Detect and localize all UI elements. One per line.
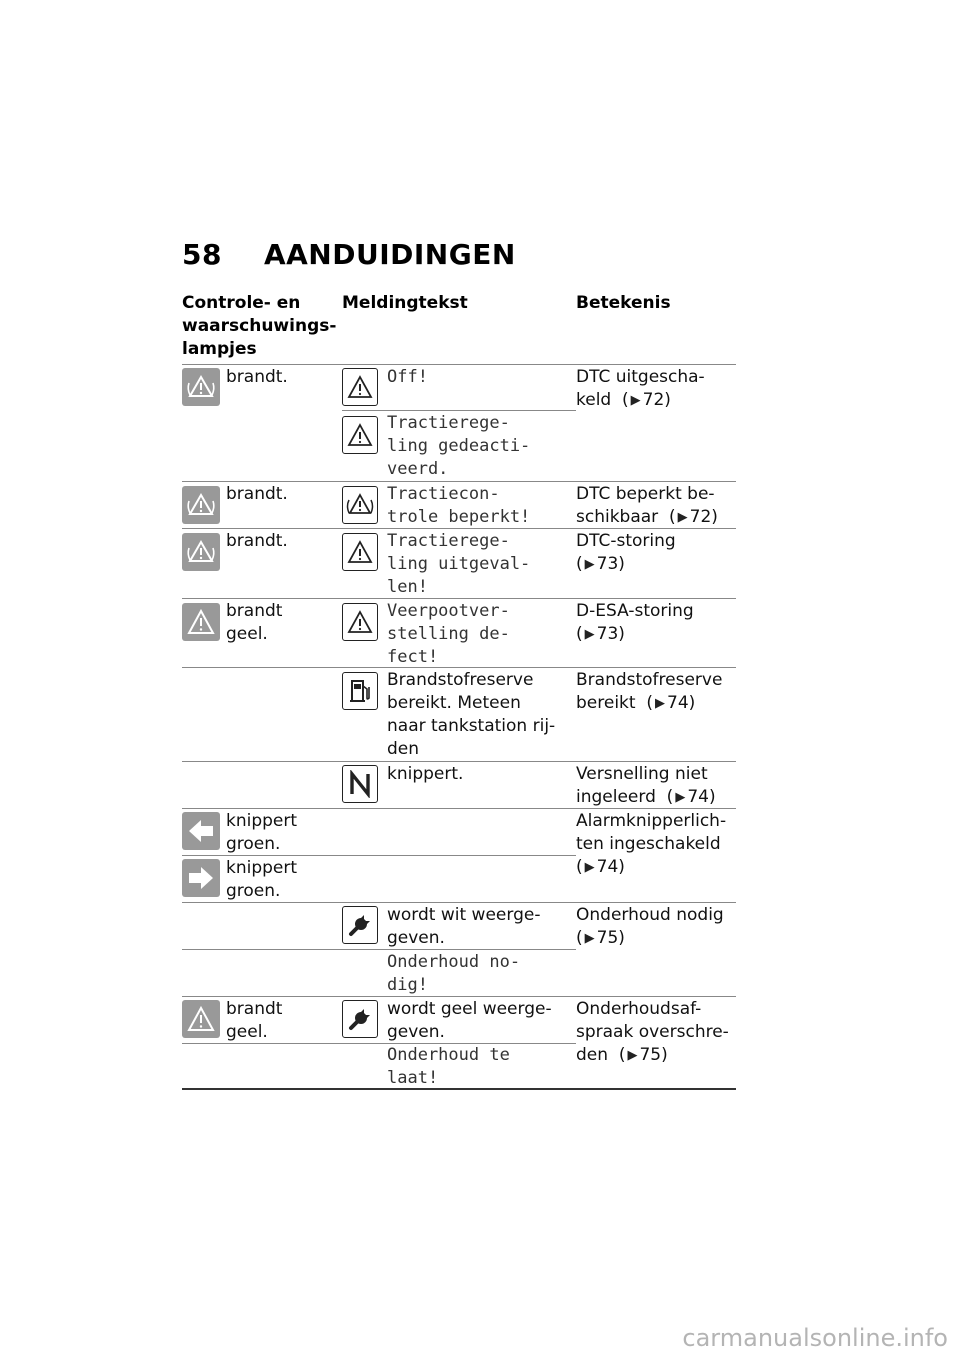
page-title: AANDUIDINGEN	[263, 238, 516, 271]
page-reference-arrow-icon: ▶	[584, 627, 595, 642]
meaning-text	[576, 483, 718, 529]
message-text	[387, 530, 530, 599]
meaning-line: DTC beperkt be-	[576, 484, 715, 504]
message-line: ling gedeacti-	[387, 436, 531, 456]
lamp-status-line: groen.	[226, 881, 281, 901]
lamp-status: brandt.	[226, 367, 288, 387]
meaning-line: spraak overschre-	[576, 1022, 729, 1042]
message-line: Tractiecon-	[387, 484, 500, 504]
page-reference-arrow-icon: ▶	[655, 696, 666, 711]
page-reference[interactable]: 73)	[596, 624, 625, 644]
meaning-text	[576, 600, 694, 646]
page-header	[182, 238, 516, 271]
traction-control-icon	[182, 486, 220, 524]
meaning-line: schikbaar ( ▶ 72)	[576, 507, 718, 527]
turn-left-arrow-icon	[182, 812, 220, 850]
message-text	[387, 998, 552, 1044]
message-line: wordt wit weerge-	[387, 905, 541, 925]
column-header-message: Meldingtekst	[342, 293, 468, 313]
page-reference[interactable]: 74)	[596, 857, 625, 877]
meaning-line: Versnelling niet	[576, 764, 708, 784]
message-text	[387, 669, 555, 761]
meaning-line: ingeleerd ( ▶ 74)	[576, 787, 716, 807]
traction-control-icon	[342, 486, 378, 524]
page-reference-arrow-icon: ▶	[584, 860, 595, 875]
meaning-line: ( ▶ 73)	[576, 624, 625, 644]
meaning-text	[576, 998, 729, 1067]
lamp-status-line: brandt	[226, 601, 283, 621]
message-line: Brandstofreserve	[387, 670, 534, 690]
message-line: Veerpootver-	[387, 601, 510, 621]
message-text	[387, 483, 530, 529]
meaning-line: den ( ▶ 75)	[576, 1045, 668, 1065]
page-reference[interactable]: 73)	[596, 554, 625, 574]
message-line: Onderhoud no-	[387, 952, 521, 972]
lamp-status-line: knippert	[226, 858, 298, 878]
neutral-n-icon	[342, 765, 378, 803]
meaning-line: Brandstofreserve	[576, 670, 723, 690]
traction-control-icon	[182, 368, 220, 406]
message-line: dig!	[387, 975, 428, 995]
meaning-line: Onderhoud nodig	[576, 905, 724, 925]
message-line: fect!	[387, 647, 439, 667]
meaning-line: ( ▶ 74)	[576, 857, 625, 877]
row-divider	[182, 761, 736, 762]
meaning-text	[576, 763, 716, 809]
lamp-status-line: brandt	[226, 999, 283, 1019]
message-text	[387, 412, 530, 481]
page-reference-arrow-icon: ▶	[677, 510, 688, 525]
warning-triangle-icon	[182, 1000, 220, 1038]
row-divider	[342, 410, 576, 411]
page-reference-arrow-icon: ▶	[630, 393, 641, 408]
page-reference[interactable]: 72)	[689, 507, 718, 527]
meaning-line: DTC uitgescha-	[576, 367, 705, 387]
warning-triangle-icon	[342, 603, 378, 641]
page-reference[interactable]: 74)	[687, 787, 716, 807]
meaning-line: D-ESA-storing	[576, 601, 694, 621]
meaning-line: Alarmknipperlich-	[576, 811, 727, 831]
message-text	[387, 600, 510, 669]
lamp-status	[226, 810, 297, 856]
meaning-text	[576, 366, 705, 412]
meaning-line: ( ▶ 73)	[576, 554, 625, 574]
meaning-line: ten ingeschakeld	[576, 834, 721, 854]
message-line: geven.	[387, 1022, 445, 1042]
meaning-line-text: keld	[576, 390, 612, 410]
message-line: den	[387, 739, 420, 759]
lamp-status: brandt.	[226, 484, 288, 504]
traction-control-icon	[182, 533, 220, 571]
meaning-line-text: den	[576, 1045, 609, 1065]
lamp-status	[226, 857, 297, 903]
message-line: stelling de-	[387, 624, 510, 644]
column-header-lamps	[182, 292, 336, 361]
warning-triangle-icon	[342, 416, 378, 454]
warning-triangle-icon	[182, 603, 220, 641]
message-text: Off!	[387, 367, 428, 387]
message-text	[387, 951, 520, 997]
message-line: veerd.	[387, 459, 449, 479]
row-divider	[182, 481, 736, 482]
message-line: trole beperkt!	[387, 507, 531, 527]
column-header-meaning: Betekenis	[576, 293, 671, 313]
page-reference[interactable]: 74)	[667, 693, 696, 713]
row-divider	[182, 364, 736, 365]
message-line: Tractierege-	[387, 531, 510, 551]
page-reference[interactable]: 72)	[642, 390, 671, 410]
warning-triangle-icon	[342, 533, 378, 571]
lamp-status-line: geel.	[226, 624, 268, 644]
message-line: laat!	[387, 1068, 439, 1088]
fuel-pump-icon	[342, 672, 378, 710]
meaning-line-text: schikbaar	[576, 507, 659, 527]
column-header-lamps-line: waarschuwings-	[182, 316, 337, 336]
lamp-status	[226, 600, 282, 646]
meaning-line: Onderhoudsaf-	[576, 999, 702, 1019]
meaning-line-text: ingeleerd	[576, 787, 656, 807]
meaning-line: DTC-storing	[576, 531, 676, 551]
page-reference-arrow-icon: ▶	[584, 557, 595, 572]
page-reference-arrow-icon: ▶	[584, 931, 595, 946]
meaning-text	[576, 669, 722, 715]
warning-triangle-icon	[342, 368, 378, 406]
column-header-lamps-line: Controle- en	[182, 293, 301, 313]
message-line: ling uitgeval-	[387, 554, 531, 574]
wrench-icon	[342, 1000, 378, 1038]
column-header-lamps-line: lampjes	[182, 339, 257, 359]
message-text	[387, 904, 540, 950]
message-text	[387, 1044, 510, 1090]
message-line: Tractierege-	[387, 413, 510, 433]
page-number: 58	[182, 238, 222, 271]
page-reference-arrow-icon: ▶	[675, 790, 686, 805]
message-line: Onderhoud te	[387, 1045, 510, 1065]
page-reference[interactable]: 75)	[596, 928, 625, 948]
turn-right-arrow-icon	[182, 859, 220, 897]
meaning-text	[576, 530, 676, 576]
lamp-status: brandt.	[226, 531, 288, 551]
message-text: knippert.	[387, 764, 464, 784]
lamp-status-line: geel.	[226, 1022, 268, 1042]
meaning-text	[576, 810, 726, 879]
message-line: geven.	[387, 928, 445, 948]
message-line: bereikt. Meteen	[387, 693, 521, 713]
meaning-line: bereikt ( ▶ 74)	[576, 693, 696, 713]
meaning-line: keld ( ▶ 72)	[576, 390, 671, 410]
watermark: carmanualsonline.info	[682, 1324, 948, 1352]
meaning-line-text: bereikt	[576, 693, 636, 713]
lamp-status	[226, 998, 282, 1044]
meaning-text	[576, 904, 724, 950]
lamp-status-line: groen.	[226, 834, 281, 854]
page-reference[interactable]: 75)	[639, 1045, 668, 1065]
wrench-icon	[342, 906, 378, 944]
message-line: naar tankstation rij-	[387, 716, 556, 736]
lamp-status-line: knippert	[226, 811, 298, 831]
meaning-line: ( ▶ 75)	[576, 928, 625, 948]
message-line: len!	[387, 577, 428, 597]
page-reference-arrow-icon: ▶	[627, 1048, 638, 1063]
message-line: wordt geel weerge-	[387, 999, 552, 1019]
